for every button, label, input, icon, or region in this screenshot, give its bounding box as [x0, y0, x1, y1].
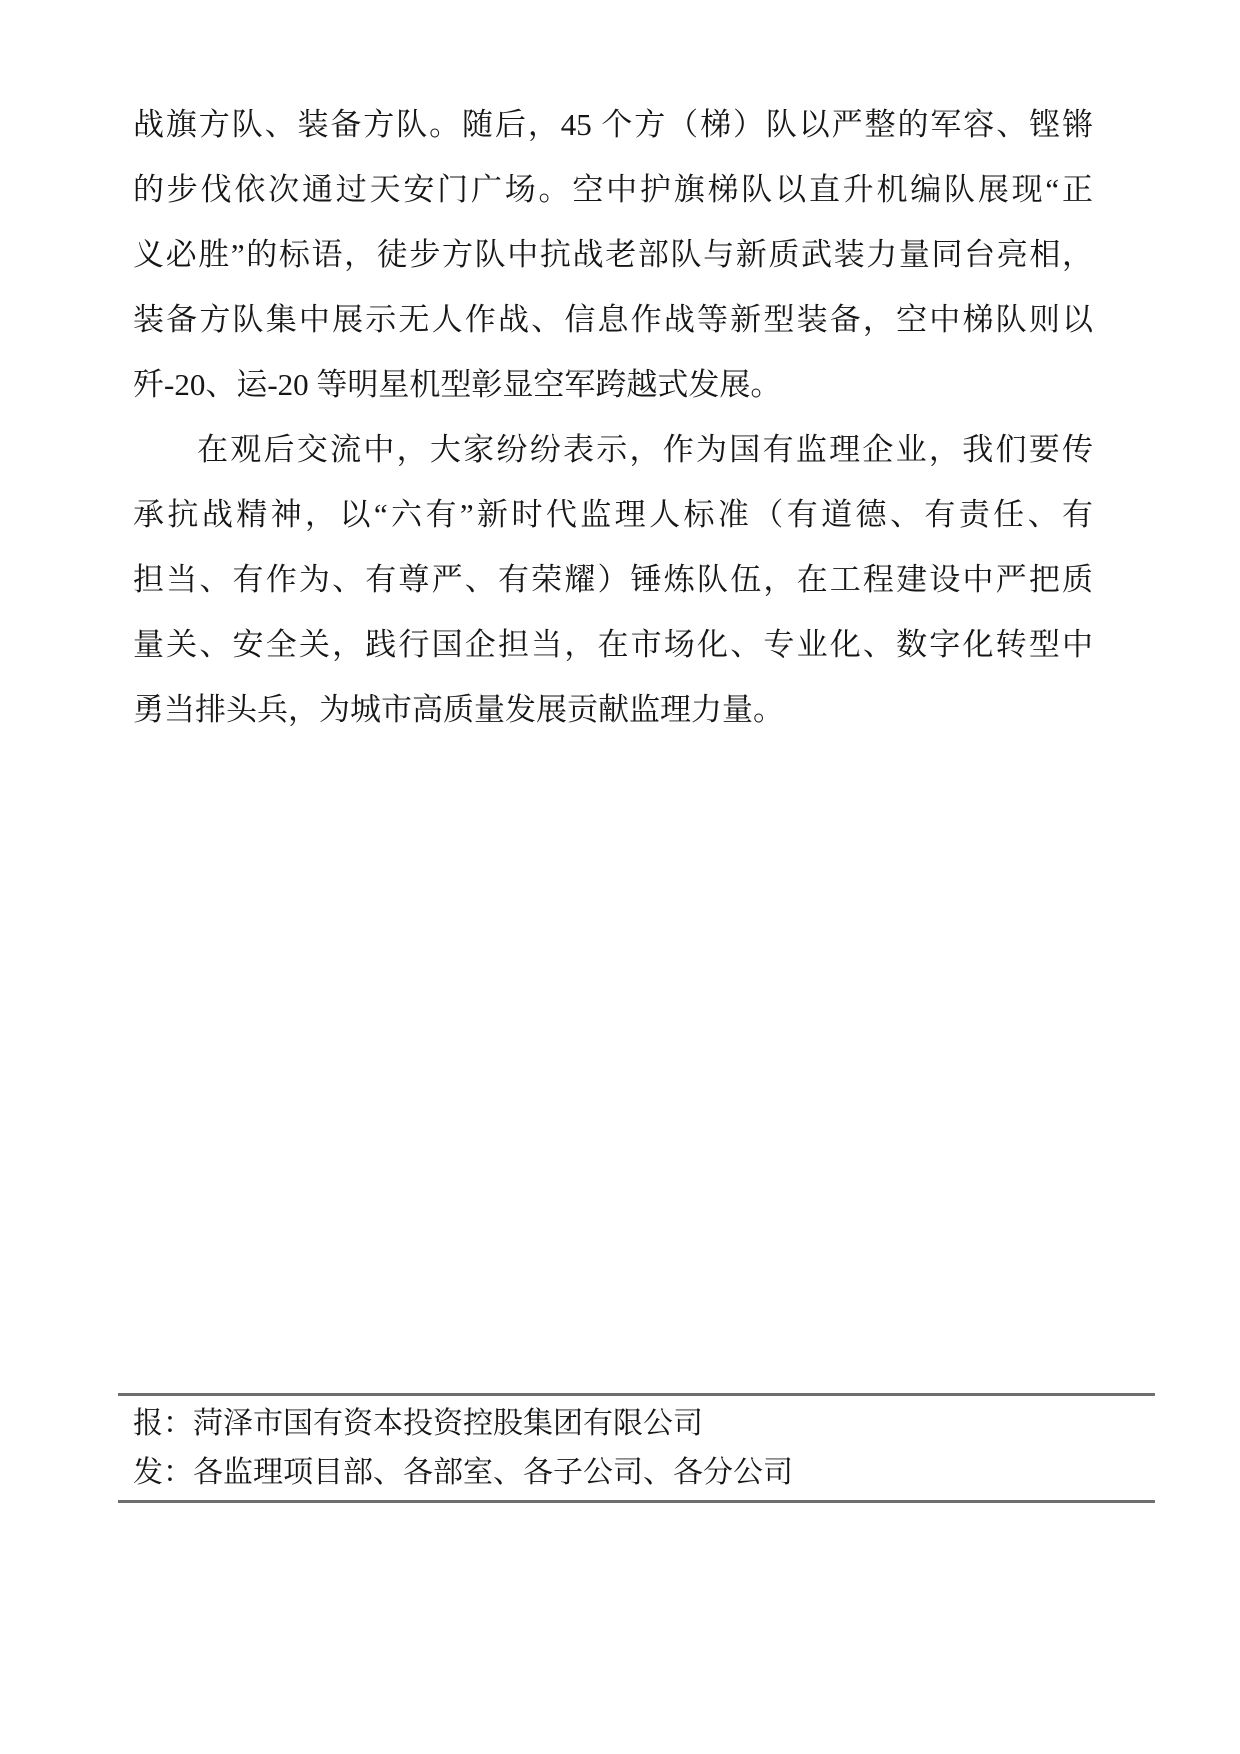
footer-report-line: 报：菏泽市国有资本投资控股集团有限公司 — [133, 1407, 703, 1440]
body-line: 战旗方队、装备方队。随后，45 个方（梯）队以严整的军容、铿锵 — [133, 107, 1093, 142]
body-line: 的步伐依次通过天安门广场。空中护旗梯队以直升机编队展现“正 — [133, 172, 1093, 207]
body-line: 勇当排头兵，为城市高质量发展贡献监理力量。 — [133, 692, 784, 727]
body-line: 量关、安全关，践行国企担当，在市场化、专业化、数字化转型中 — [133, 627, 1093, 662]
body-line: 承抗战精神，以“六有”新时代监理人标准（有道德、有责任、有 — [133, 497, 1093, 532]
footer-lines — [118, 1396, 1155, 1500]
paragraph-2 — [133, 417, 1093, 742]
footer-distribution-block — [118, 1393, 1155, 1503]
body-line: 担当、有作为、有尊严、有荣耀）锤炼队伍，在工程建设中严把质 — [133, 562, 1093, 597]
body-line: 歼-20、运-20 等明星机型彰显空军跨越式发展。 — [133, 367, 782, 402]
body-text — [133, 92, 1093, 742]
body-line: 在观后交流中，大家纷纷表示，作为国有监理企业，我们要传 — [197, 432, 1093, 467]
footer-bottom-rule — [118, 1500, 1155, 1503]
paragraph-1 — [133, 92, 1093, 417]
body-line: 义必胜”的标语，徒步方队中抗战老部队与新质武装力量同台亮相， — [133, 237, 1093, 272]
footer-issue-line: 发：各监理项目部、各部室、各子公司、各分公司 — [133, 1456, 793, 1489]
body-line: 装备方队集中展示无人作战、信息作战等新型装备，空中梯队则以 — [133, 302, 1093, 337]
